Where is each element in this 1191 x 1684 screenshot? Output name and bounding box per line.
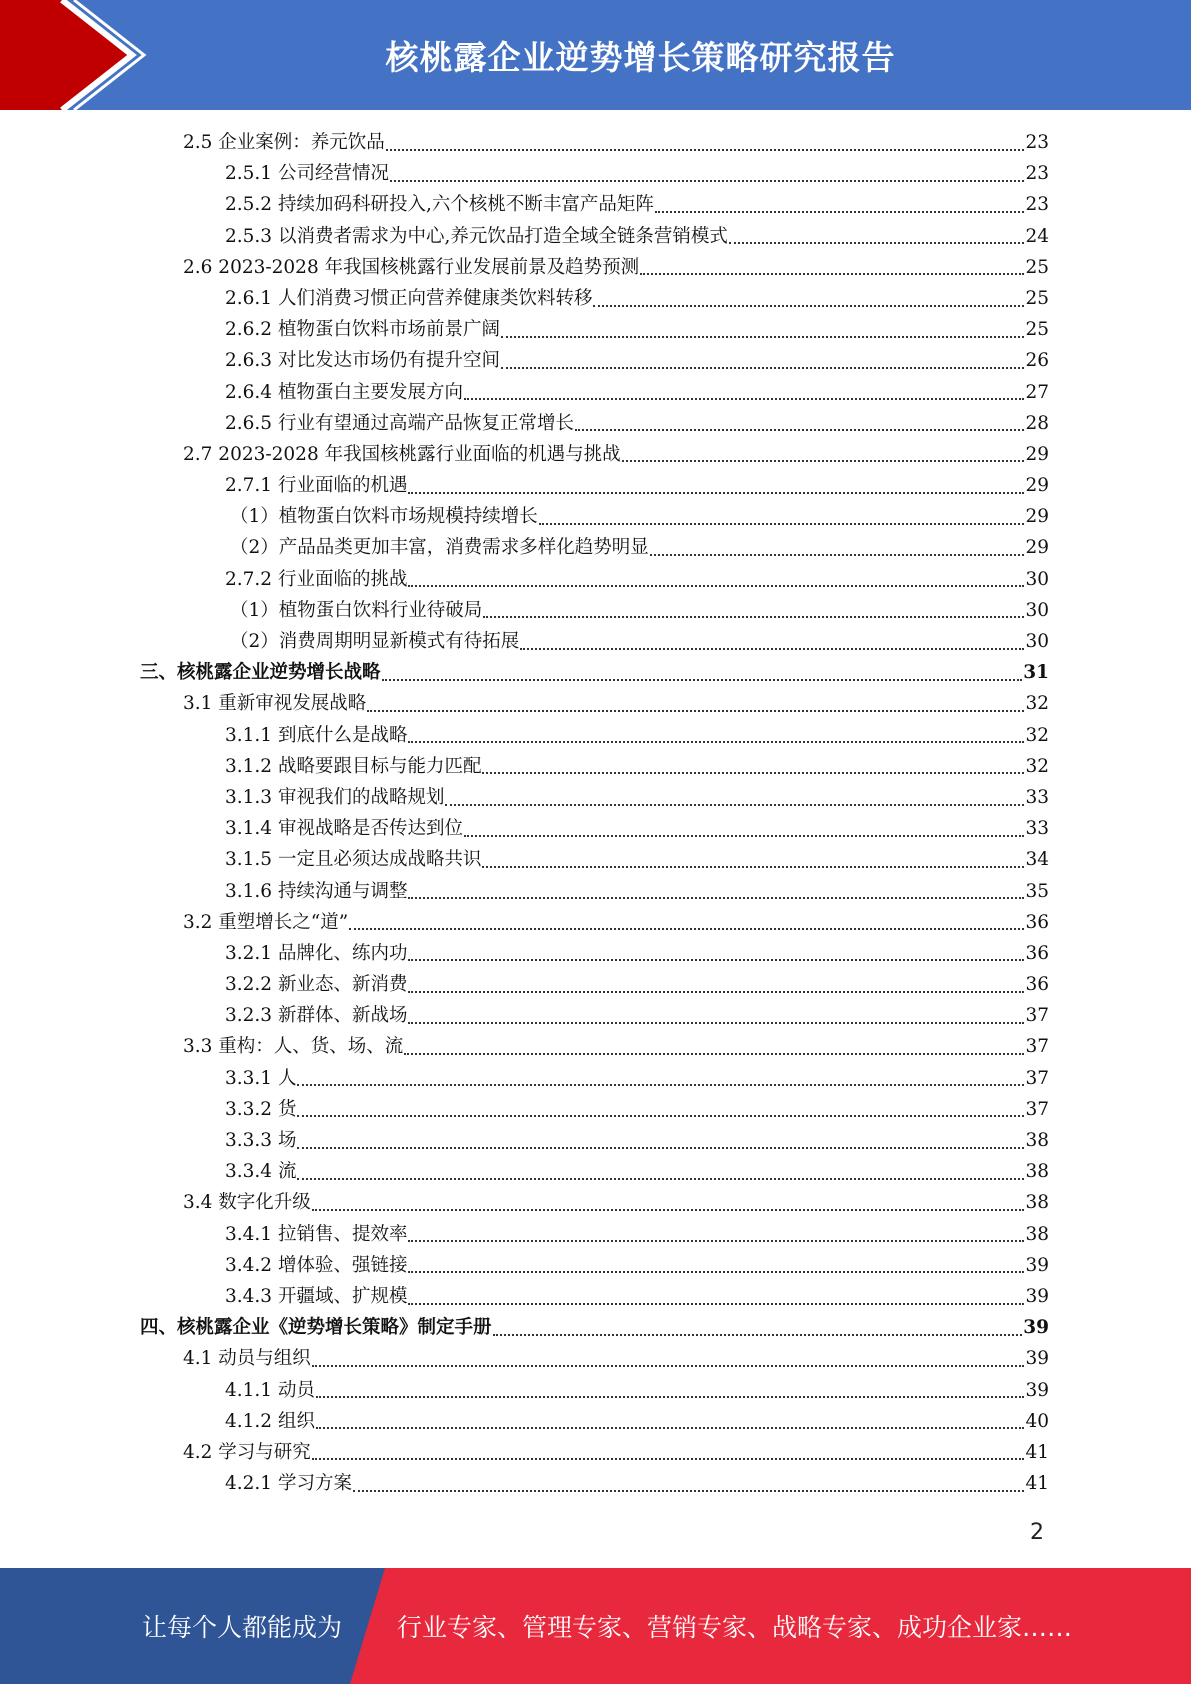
toc-entry-label: （2）消费周期明显新模式有待拓展 bbox=[230, 631, 520, 652]
toc-dot-leader bbox=[520, 648, 1024, 650]
toc-entry-label: （1）植物蛋白饮料市场规模持续增长 bbox=[230, 506, 538, 528]
toc-entry[interactable] bbox=[140, 439, 1049, 470]
toc-dot-leader bbox=[312, 1458, 1025, 1460]
toc-entry-page: 40 bbox=[1025, 1410, 1049, 1432]
toc-entry-label: 2.6.4 植物蛋白主要发展方向 bbox=[225, 381, 463, 403]
toc-dot-leader bbox=[408, 1271, 1024, 1273]
toc-entry-page: 31 bbox=[1023, 662, 1049, 684]
toc-entry-label: 3.3.2 货 bbox=[225, 1098, 297, 1120]
toc-dot-leader bbox=[445, 804, 1024, 806]
toc-entry[interactable] bbox=[140, 1343, 1049, 1374]
toc-entry-page: 39 bbox=[1025, 1348, 1049, 1370]
toc-entry[interactable] bbox=[140, 252, 1049, 283]
toc-entry-page: 23 bbox=[1025, 163, 1049, 185]
toc-dot-leader bbox=[408, 492, 1024, 494]
toc-entry[interactable] bbox=[140, 688, 1049, 719]
toc-entry-page: 36 bbox=[1025, 974, 1049, 996]
toc-entry-label: 4.2 学习与研究 bbox=[183, 1441, 311, 1463]
table-of-contents bbox=[140, 127, 1049, 1499]
toc-entry-page: 39 bbox=[1025, 1254, 1049, 1276]
toc-entry-page: 24 bbox=[1025, 225, 1049, 247]
toc-entry-page: 37 bbox=[1025, 1098, 1049, 1120]
toc-entry-page: 23 bbox=[1025, 194, 1049, 216]
toc-entry[interactable] bbox=[140, 158, 1049, 189]
toc-dot-leader bbox=[482, 772, 1024, 774]
toc-entry-label: 3.4.3 开疆域、扩规模 bbox=[225, 1285, 408, 1307]
toc-dot-leader bbox=[390, 180, 1024, 182]
toc-dot-leader bbox=[640, 273, 1024, 275]
toc-entry-label: 2.5.2 持续加码科研投入,六个核桃不断丰富产品矩阵 bbox=[225, 194, 654, 216]
page-number: 2 bbox=[1030, 1520, 1044, 1545]
toc-entry-label: 3.1.4 审视战略是否传达到位 bbox=[225, 818, 463, 840]
toc-dot-leader bbox=[729, 242, 1025, 244]
toc-entry[interactable] bbox=[140, 1281, 1049, 1312]
toc-dot-leader bbox=[312, 1209, 1025, 1211]
toc-dot-leader bbox=[408, 897, 1024, 899]
toc-entry-label: 2.5.3 以消费者需求为中心,养元饮品打造全域全链条营销模式 bbox=[225, 225, 728, 247]
toc-entry-label: 3.1.3 审视我们的战略规划 bbox=[225, 786, 445, 808]
toc-entry-label: 2.6.2 植物蛋白饮料市场前景广阔 bbox=[225, 319, 500, 341]
toc-entry-label: 2.5 企业案例：养元饮品 bbox=[183, 132, 385, 153]
toc-entry[interactable] bbox=[140, 532, 1049, 563]
toc-entry-label: 2.6.1 人们消费习惯正向营养健康类饮料转移 bbox=[225, 287, 593, 309]
toc-entry-page: 29 bbox=[1025, 443, 1049, 465]
toc-entry-page: 25 bbox=[1025, 287, 1049, 309]
toc-entry-page: 39 bbox=[1025, 1285, 1049, 1307]
toc-entry-label: 3.3.3 场 bbox=[225, 1130, 297, 1151]
toc-entry-label: 四、核桃露企业《逆势增长策略》制定手册 bbox=[140, 1317, 492, 1339]
toc-entry-label: 2.7.2 行业面临的挑战 bbox=[225, 568, 408, 590]
toc-dot-leader bbox=[408, 585, 1024, 587]
toc-dot-leader bbox=[349, 928, 1024, 930]
toc-entry-label: 2.6.5 行业有望通过高端产品恢复正常增长 bbox=[225, 412, 574, 434]
toc-entry-label: 3.4.2 增体验、强链接 bbox=[225, 1254, 408, 1276]
toc-dot-leader bbox=[297, 1178, 1024, 1180]
toc-entry-label: 2.7 2023-2028 年我国核桃露行业面临的机遇与挑战 bbox=[183, 443, 621, 465]
toc-entry-page: 38 bbox=[1025, 1161, 1049, 1183]
toc-entry-label: 4.2.1 学习方案 bbox=[225, 1473, 352, 1495]
toc-entry-label: 2.6 2023-2028 年我国核桃露行业发展前景及趋势预测 bbox=[183, 256, 640, 278]
toc-entry[interactable] bbox=[140, 969, 1049, 1000]
toc-entry-page: 37 bbox=[1025, 1005, 1049, 1027]
toc-entry[interactable] bbox=[140, 938, 1049, 969]
toc-entry-label: 4.1 动员与组织 bbox=[183, 1348, 311, 1370]
toc-entry[interactable] bbox=[140, 1468, 1049, 1499]
toc-dot-leader bbox=[482, 866, 1024, 868]
toc-entry-page: 27 bbox=[1025, 381, 1049, 403]
toc-entry[interactable] bbox=[140, 1406, 1049, 1437]
toc-entry-page: 23 bbox=[1025, 132, 1049, 153]
toc-entry-page: 25 bbox=[1025, 319, 1049, 341]
toc-entry-page: 34 bbox=[1025, 849, 1049, 871]
toc-dot-leader bbox=[404, 1053, 1024, 1055]
toc-entry[interactable] bbox=[140, 408, 1049, 439]
toc-entry-page: 30 bbox=[1025, 568, 1049, 590]
toc-dot-leader bbox=[316, 1396, 1025, 1398]
toc-entry[interactable] bbox=[140, 1312, 1049, 1343]
toc-dot-leader bbox=[367, 710, 1024, 712]
toc-dot-leader bbox=[297, 1147, 1024, 1149]
toc-entry[interactable] bbox=[140, 1000, 1049, 1031]
toc-entry-label: 3.1.2 战略要跟目标与能力匹配 bbox=[225, 755, 482, 777]
toc-entry-label: 3.3.1 人 bbox=[225, 1067, 297, 1089]
toc-entry[interactable] bbox=[140, 1187, 1049, 1218]
toc-entry-label: 3.1.6 持续沟通与调整 bbox=[225, 880, 408, 902]
toc-dot-leader bbox=[650, 554, 1025, 556]
toc-entry-page: 39 bbox=[1023, 1317, 1049, 1339]
toc-entry[interactable] bbox=[140, 1250, 1049, 1281]
toc-dot-leader bbox=[464, 398, 1024, 400]
toc-dot-leader bbox=[382, 679, 1023, 681]
toc-entry[interactable] bbox=[140, 1156, 1049, 1187]
toc-dot-leader bbox=[297, 1115, 1024, 1117]
toc-entry[interactable] bbox=[140, 564, 1049, 595]
toc-entry-label: 3.1.5 一定且必须达成战略共识 bbox=[225, 849, 482, 871]
toc-dot-leader bbox=[408, 1022, 1024, 1024]
toc-entry-page: 41 bbox=[1025, 1473, 1049, 1495]
toc-dot-leader bbox=[408, 1240, 1024, 1242]
toc-entry[interactable] bbox=[140, 1375, 1049, 1406]
toc-entry[interactable] bbox=[140, 876, 1049, 907]
toc-entry-page: 30 bbox=[1025, 599, 1049, 621]
toc-entry[interactable] bbox=[140, 1437, 1049, 1468]
toc-entry-page: 37 bbox=[1025, 1036, 1049, 1058]
toc-entry-page: 38 bbox=[1025, 1130, 1049, 1151]
toc-entry-label: 3.3.4 流 bbox=[225, 1161, 297, 1183]
toc-entry[interactable] bbox=[140, 657, 1049, 688]
toc-dot-leader bbox=[501, 367, 1024, 369]
toc-dot-leader bbox=[575, 429, 1024, 431]
toc-dot-leader bbox=[501, 336, 1024, 338]
toc-entry[interactable] bbox=[140, 907, 1049, 938]
toc-dot-leader bbox=[655, 211, 1025, 213]
toc-entry[interactable] bbox=[140, 189, 1049, 220]
toc-entry-label: 3.1 重新审视发展战略 bbox=[183, 693, 367, 715]
toc-entry-page: 29 bbox=[1025, 506, 1049, 528]
toc-entry[interactable] bbox=[140, 844, 1049, 875]
toc-dot-leader bbox=[386, 149, 1025, 151]
toc-dot-leader bbox=[408, 741, 1024, 743]
toc-dot-leader bbox=[408, 991, 1024, 993]
toc-entry-page: 32 bbox=[1025, 755, 1049, 777]
toc-entry[interactable] bbox=[140, 1219, 1049, 1250]
toc-dot-leader bbox=[622, 460, 1025, 462]
toc-entry[interactable] bbox=[140, 751, 1049, 782]
toc-entry-page: 36 bbox=[1025, 911, 1049, 933]
toc-dot-leader bbox=[593, 305, 1024, 307]
toc-entry-label: 3.3 重构：人、货、场、流 bbox=[183, 1036, 404, 1058]
toc-entry-page: 33 bbox=[1025, 818, 1049, 840]
toc-entry-page: 26 bbox=[1025, 350, 1049, 372]
toc-dot-leader bbox=[297, 1084, 1024, 1086]
footer-slogan-right: 行业专家、管理专家、营销专家、战略专家、成功企业家…… bbox=[397, 1613, 1073, 1642]
toc-entry[interactable] bbox=[140, 221, 1049, 252]
toc-entry-label: （2）产品品类更加丰富，消费需求多样化趋势明显 bbox=[230, 537, 649, 559]
toc-entry[interactable] bbox=[140, 283, 1049, 314]
toc-entry-label: 2.5.1 公司经营情况 bbox=[225, 163, 389, 185]
toc-entry[interactable] bbox=[140, 314, 1049, 345]
toc-entry-page: 35 bbox=[1025, 880, 1049, 902]
toc-entry-label: 3.2.3 新群体、新战场 bbox=[225, 1005, 408, 1027]
toc-entry[interactable] bbox=[140, 377, 1049, 408]
toc-entry[interactable] bbox=[140, 720, 1049, 751]
toc-entry-label: 3.1.1 到底什么是战略 bbox=[225, 724, 408, 746]
toc-entry-label: 4.1.1 动员 bbox=[225, 1379, 315, 1401]
toc-entry[interactable] bbox=[140, 626, 1049, 657]
toc-dot-leader bbox=[483, 616, 1024, 618]
page-footer bbox=[0, 1568, 1191, 1684]
toc-entry[interactable] bbox=[140, 813, 1049, 844]
toc-entry-page: 38 bbox=[1025, 1223, 1049, 1245]
toc-entry-page: 32 bbox=[1025, 693, 1049, 715]
report-title: 核桃露企业逆势增长策略研究报告 bbox=[385, 37, 896, 77]
toc-entry-page: 29 bbox=[1025, 475, 1049, 497]
toc-entry-page: 30 bbox=[1025, 631, 1049, 652]
toc-entry-page: 25 bbox=[1025, 256, 1049, 278]
toc-entry[interactable] bbox=[140, 1031, 1049, 1062]
toc-entry[interactable] bbox=[140, 595, 1049, 626]
toc-entry[interactable] bbox=[140, 127, 1049, 158]
toc-entry-label: （1）植物蛋白饮料行业待破局 bbox=[230, 599, 483, 621]
toc-entry-label: 三、核桃露企业逆势增长战略 bbox=[140, 662, 381, 684]
toc-entry-page: 36 bbox=[1025, 942, 1049, 964]
toc-dot-leader bbox=[312, 1365, 1025, 1367]
toc-entry-label: 3.4.1 拉销售、提效率 bbox=[225, 1223, 408, 1245]
toc-entry-page: 28 bbox=[1025, 412, 1049, 434]
toc-dot-leader bbox=[493, 1334, 1023, 1336]
page-header bbox=[0, 0, 1191, 110]
toc-dot-leader bbox=[408, 1303, 1024, 1305]
toc-dot-leader bbox=[316, 1427, 1025, 1429]
toc-entry-page: 33 bbox=[1025, 786, 1049, 808]
toc-entry[interactable] bbox=[140, 1063, 1049, 1094]
toc-entry[interactable] bbox=[140, 1094, 1049, 1125]
toc-entry[interactable] bbox=[140, 782, 1049, 813]
toc-entry-label: 3.2.1 品牌化、练内功 bbox=[225, 942, 408, 964]
toc-entry-page: 29 bbox=[1025, 537, 1049, 559]
toc-entry-label: 3.2 重塑增长之“道” bbox=[183, 911, 349, 933]
toc-entry-label: 3.2.2 新业态、新消费 bbox=[225, 974, 408, 996]
toc-entry-page: 38 bbox=[1025, 1192, 1049, 1214]
toc-entry-page: 37 bbox=[1025, 1067, 1049, 1089]
toc-dot-leader bbox=[539, 523, 1025, 525]
toc-entry-label: 2.7.1 行业面临的机遇 bbox=[225, 475, 408, 497]
toc-entry-page: 39 bbox=[1025, 1379, 1049, 1401]
toc-entry[interactable] bbox=[140, 345, 1049, 376]
toc-dot-leader bbox=[353, 1490, 1025, 1492]
toc-entry-page: 41 bbox=[1025, 1441, 1049, 1463]
toc-entry-page: 32 bbox=[1025, 724, 1049, 746]
toc-entry[interactable] bbox=[140, 1125, 1049, 1156]
footer-slogan-left: 让每个人都能成为 bbox=[142, 1613, 343, 1642]
toc-dot-leader bbox=[464, 835, 1024, 837]
toc-entry-label: 3.4 数字化升级 bbox=[183, 1192, 311, 1214]
toc-entry[interactable] bbox=[140, 470, 1049, 501]
toc-entry[interactable] bbox=[140, 501, 1049, 532]
toc-entry-label: 4.1.2 组织 bbox=[225, 1410, 315, 1432]
toc-dot-leader bbox=[408, 959, 1024, 961]
toc-entry-label: 2.6.3 对比发达市场仍有提升空间 bbox=[225, 350, 500, 372]
